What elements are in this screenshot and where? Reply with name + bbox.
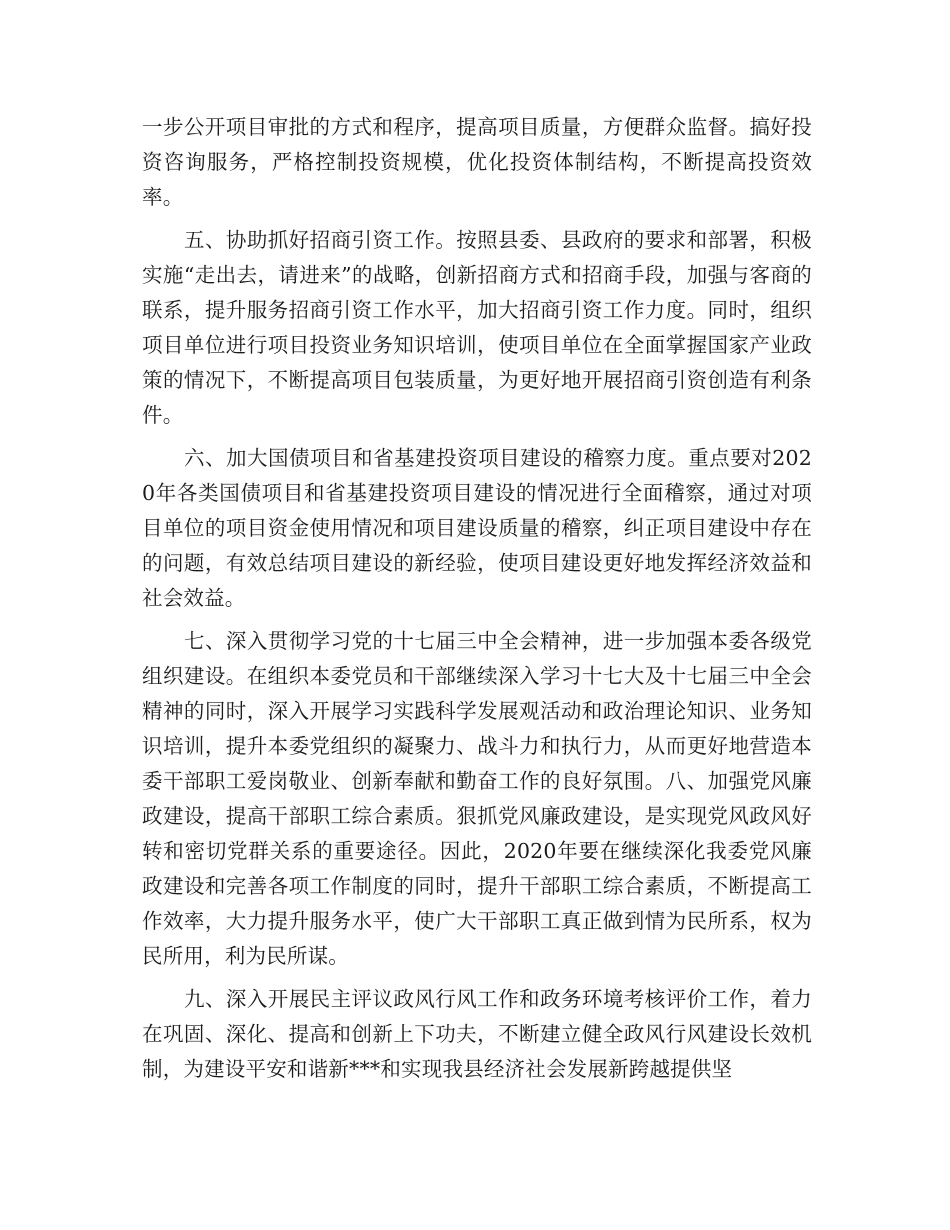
paragraph-item-six: 六、加大国债项目和省基建投资项目建设的稽察力度。重点要对2020年各类国债项目和省基建投资项目建设的情况进行全面稽察，通过对项目单位的项目资金使用情况和项目建设质量的稽察，纠正项目建设中存在的问题，有效总结项目建设的新经验，使项目建设更好地发挥经济效益和社会效益。 bbox=[142, 446, 812, 610]
paragraph-item-five: 五、协助抓好招商引资工作。按照县委、县政府的要求和部署，积极实施“走出去，请进来”的战略，创新招商方式和招商手段，加强与客商的联系，提升服务招商引资工作水平，加大招商引资工作力度。同时，组织项目单位进行项目投资业务知识培训，使项目单位在全面掌握国家产业政策的情况下，不断提高项目包装质量，为更好地开展招商引资创造有利条件。 bbox=[142, 228, 812, 427]
paragraph-item-nine: 九、深入开展民主评议政风行风工作和政务环境考核评价工作，着力在巩固、深化、提高和创新上下功夫，不断建立健全政风行风建设长效机制，为建设平安和谐新***和实现我县经济社会发展新跨越提供坚 bbox=[142, 987, 812, 1081]
paragraph-item-seven-eight: 七、深入贯彻学习党的十七届三中全会精神，进一步加强本委各级党组织建设。在组织本委党员和干部继续深入学习十七大及十七届三中全会精神的同时，深入开展学习实践科学发展观活动和政治理论知识、业务知识培训，提升本委党组织的凝聚力、战斗力和执行力，从而更好地营造本委干部职工爱岗敬业、创新奉献和勤奋工作的良好氛围。八、加强党风廉政建设，提高干部职工综合素质。狠抓党风廉政建设，是实现党风政风好转和密切党群关系的重要途径。因此，2020年要在继续深化我委党风廉政建设和完善各项工作制度的同时，提升干部职工综合素质，不断提高工作效率，大力提升服务水平，使广大干部职工真正做到情为民所系，权为民所用，利为民所谋。 bbox=[142, 629, 812, 968]
paragraph-continuation: 一步公开项目审批的方式和程序，提高项目质量，方便群众监督。搞好投资咨询服务，严格控制投资规模，优化投资体制结构，不断提高投资效率。 bbox=[142, 115, 812, 209]
document-page bbox=[142, 110, 812, 1087]
